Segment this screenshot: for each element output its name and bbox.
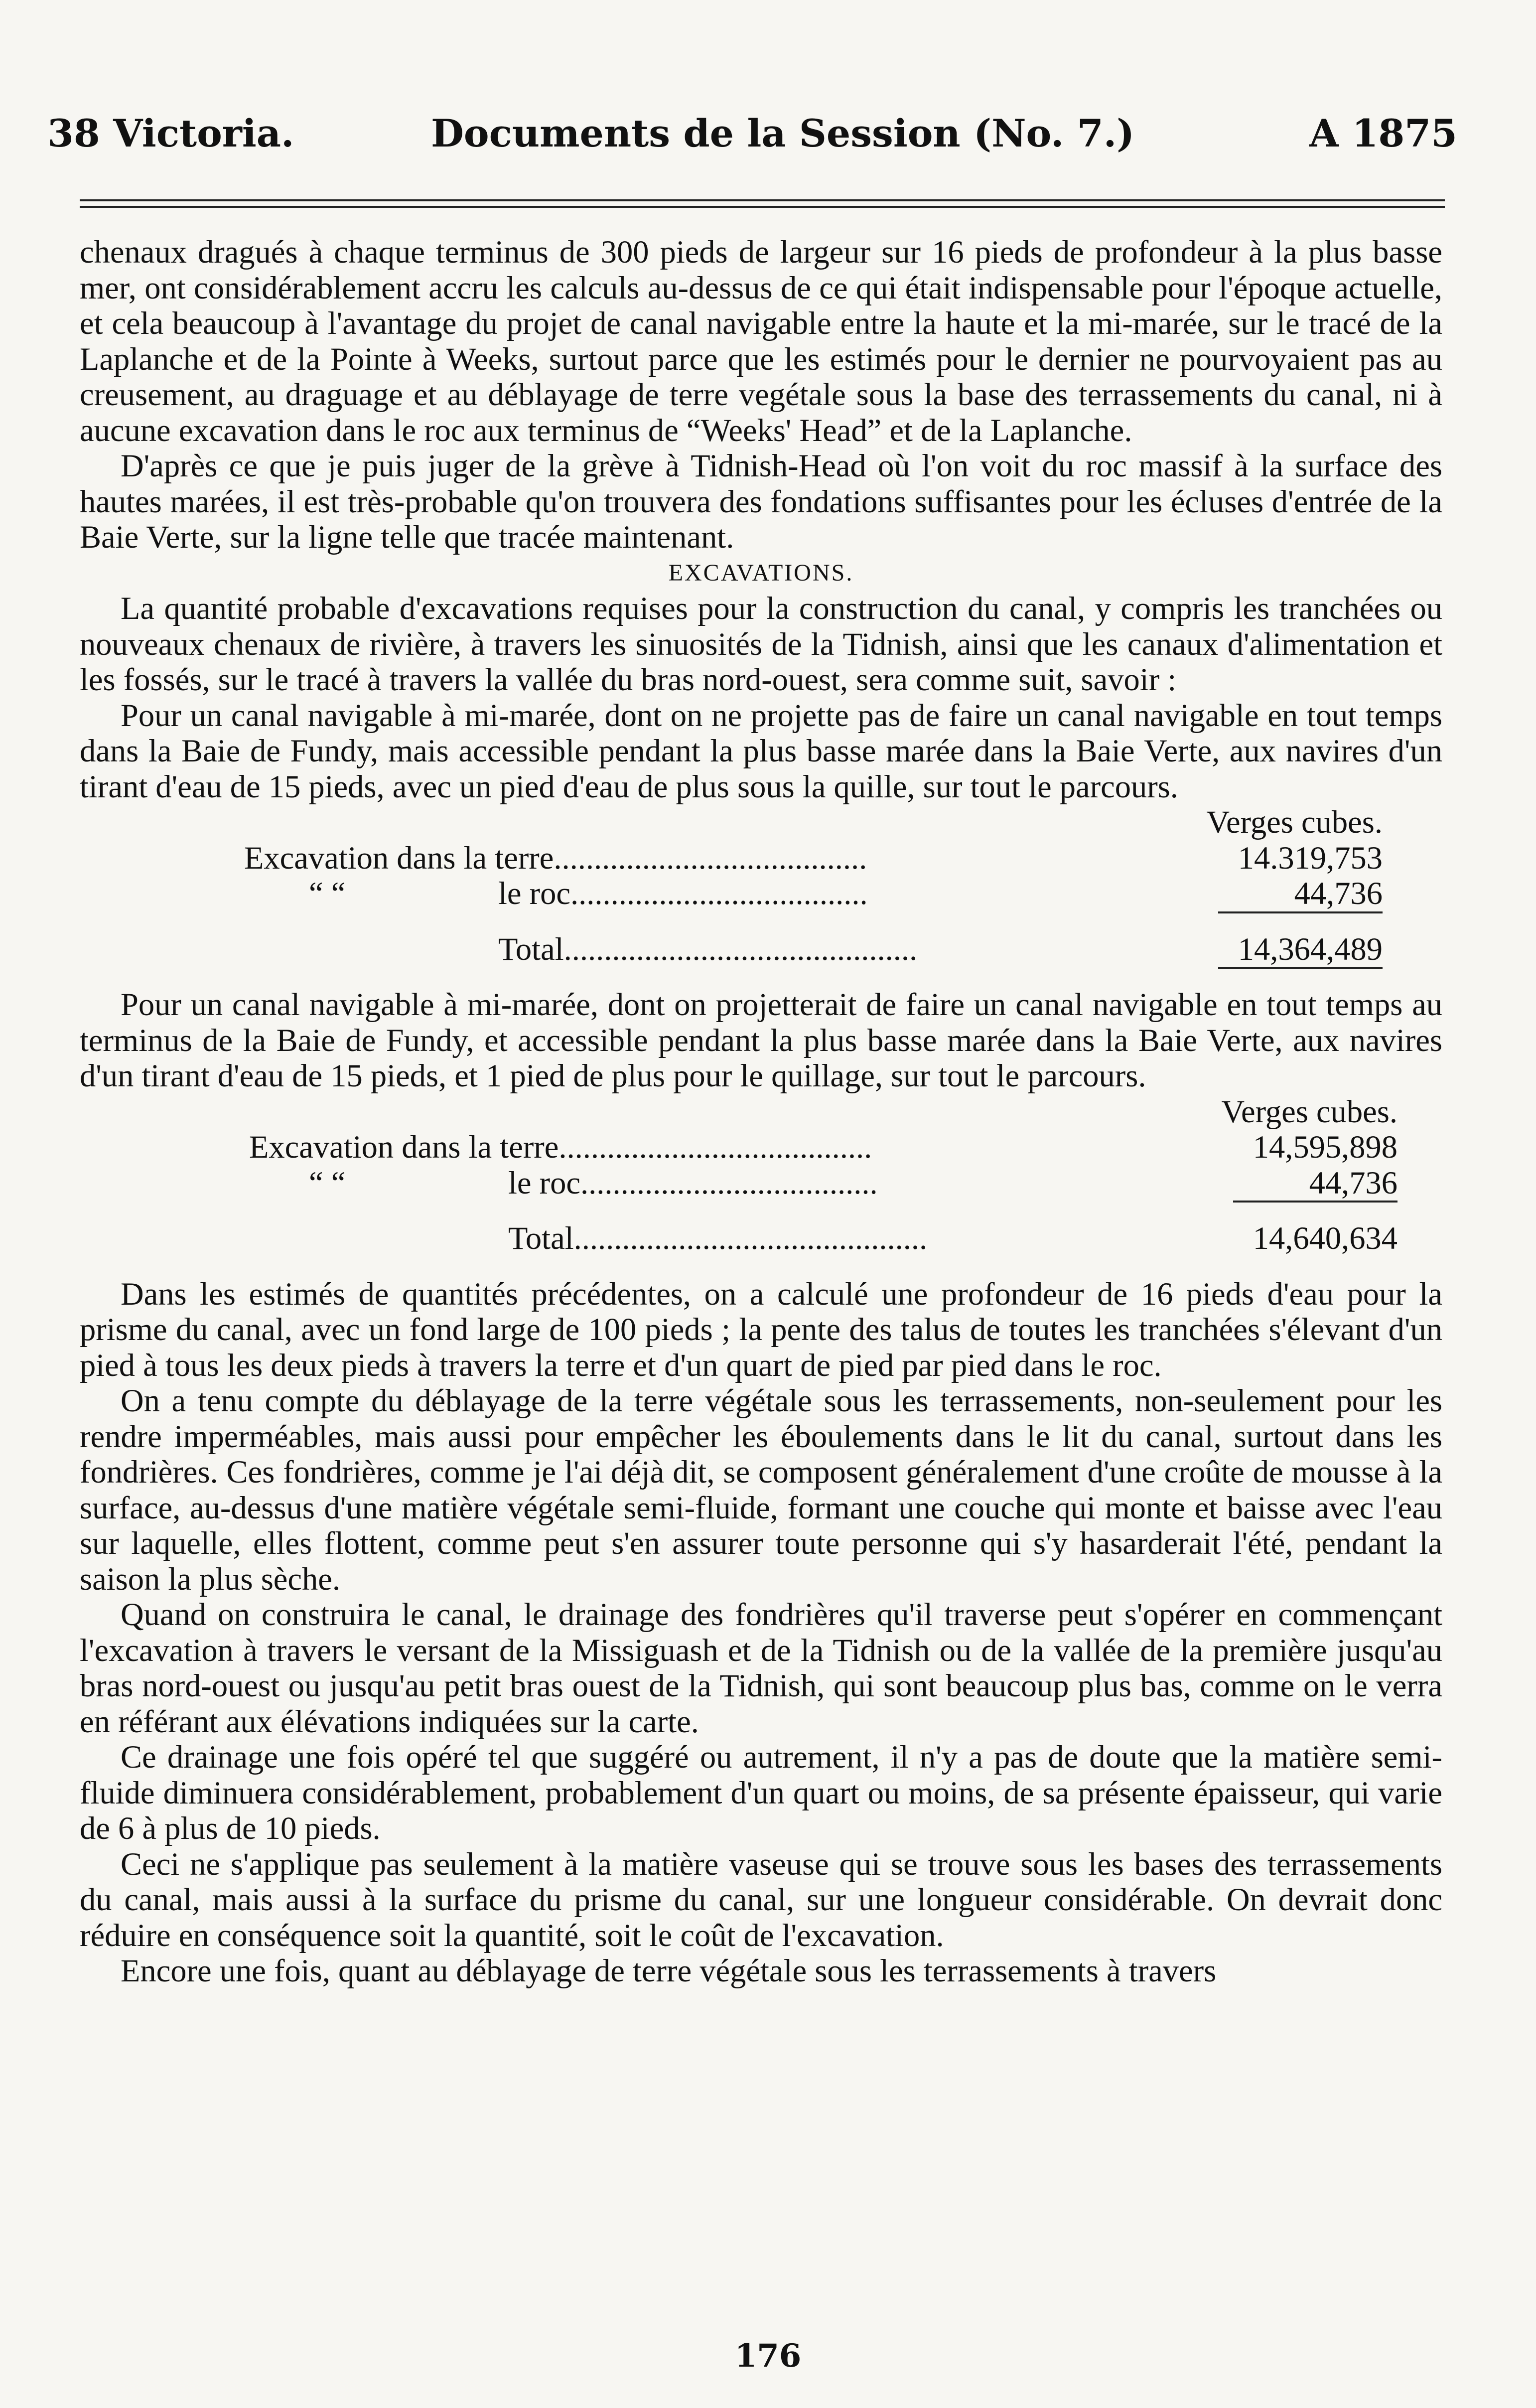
paragraph-5: Pour un canal navigable à mi-marée, dont on projetterait de faire un canal navigable en tout temps au terminus de la Baie de Fundy, et accessible pendant la plus basse marée dans la Baie Verte, aux navires d'un tirant d'eau de 15 pieds, et 1 pied de plus pour le quillage, sur tout le parcours. bbox=[80, 987, 1442, 1093]
paragraph-4: Pour un canal navigable à mi-marée, dont on ne projette pas de faire un canal navigable en tout temps dans la Baie de Fundy, mais accessible pendant la plus basse marée dans la Baie Verte, aux navires d'un tirant d'eau de 15 pieds, avec un pied d'eau de plus sous la quille, sur tout le parcours. bbox=[80, 697, 1442, 804]
table2-row2-label: le roc..................................... bbox=[508, 1165, 878, 1201]
table1-unit-header: Verges cubes. bbox=[1206, 804, 1383, 840]
header-rule-top bbox=[80, 199, 1445, 201]
body-text bbox=[80, 234, 1442, 1989]
table1-total-label: Total............................................ bbox=[498, 931, 918, 967]
paragraph-3: La quantité probable d'excavations requises pour la construction du canal, y compris les tranchées ou nouveaux chenaux de rivière, à travers les sinuosités de la Tidnish, ainsi que les canaux d'alimentation et les fossés, sur le tracé à travers la vallée du bras nord-ouest, sera comme suit, savoir : bbox=[80, 591, 1442, 697]
section-heading: EXCAVATIONS. bbox=[668, 559, 854, 586]
header-title: Documents de la Session (No. 7.) bbox=[431, 111, 1135, 155]
paragraph-10: Ceci ne s'applique pas seulement à la matière vaseuse qui se trouve sous les bases des terrassements du canal, mais aussi à la surface du prisme du canal, sur une longueur considérable. On devrait donc réduire en conséquence soit la quantité, soit le coût de l'excavation. bbox=[80, 1846, 1442, 1953]
paragraph-9: Ce drainage une fois opéré tel que suggéré ou autrement, il n'y a pas de doute que la matière semi-fluide diminuera considérablement, probablement d'un quart ou moins, de sa présente épaisseur, qui varie de 6 à plus de 10 pieds. bbox=[80, 1739, 1442, 1846]
paragraph-1: chenaux dragués à chaque terminus de 300 pieds de largeur sur 16 pieds de profondeur à la plus basse mer, ont considérablement accru les calculs au-dessus de ce qui était indispensable pour l'époque actuelle, et cela beaucoup à l'avantage du projet de canal navigable entre la haute et la mi-marée, sur le tracé de la Laplanche et de la Pointe à Weeks, surtout parce que les estimés pour le dernier ne pourvoyaient pas au creusement, au draguage et au déblayage de terre vegétale sous la base des terrassements du canal, ni à aucune excavation dans le roc aux terminus de “Weeks' Head” et de la Laplanche. bbox=[80, 234, 1442, 448]
table1-total-value: 14,364,489 bbox=[1238, 931, 1383, 967]
paragraph-7: On a tenu compte du déblayage de la terre végétale sous les terrassements, non-seulement pour les rendre imperméables, mais aussi pour empêcher les éboulements dans le lit du canal, surtout dans les fondrières. Ces fondrières, comme je l'ai déjà dit, se composent généralement d'une croûte de mousse à la surface, au-dessus d'une matière végétale semi-fluide, formant une couche qui monte et baisse avec l'eau sur laquelle, elles flottent, comme peut s'en assurer toute personne qui s'y hasarderait l'été, pendant la saison la plus sèche. bbox=[80, 1383, 1442, 1597]
table1-row2-label: le roc..................................... bbox=[498, 876, 868, 911]
quantity-table-2 bbox=[80, 1094, 1442, 1276]
paragraph-2: D'après ce que je puis juger de la grève à Tidnish-Head où l'on voit du roc massif à la surface des hautes marées, il est très-probable qu'on trouvera des fondations suffisantes pour les écluses d'entrée de la Baie Verte, sur la ligne telle que tracée maintenant. bbox=[80, 448, 1442, 555]
page-number: 176 bbox=[734, 2337, 802, 2375]
header-volume: 38 Victoria. bbox=[47, 111, 294, 155]
header-year: A 1875 bbox=[1309, 111, 1457, 155]
table2-row1-value: 14,595,898 bbox=[1253, 1129, 1397, 1165]
running-header bbox=[47, 109, 1457, 158]
table1-row1-value: 14.319,753 bbox=[1238, 840, 1383, 876]
table1-row2-value: 44,736 bbox=[1294, 876, 1383, 911]
header-rule-bottom bbox=[80, 206, 1445, 208]
table2-total-label: Total............................................ bbox=[508, 1220, 928, 1256]
table2-row2-ditto: “ “ bbox=[309, 1165, 346, 1201]
paragraph-6: Dans les estimés de quantités précédentes, on a calculé une profondeur de 16 pieds d'eau pour la prisme du canal, avec un fond large de 100 pieds ; la pente des talus de toutes les tranchées s'élevant d'un pied à tous les deux pieds à travers la terre et d'un quart de pied par pied dans le roc. bbox=[80, 1276, 1442, 1383]
table2-row2-value: 44,736 bbox=[1309, 1165, 1397, 1201]
table2-unit-header: Verges cubes. bbox=[1221, 1093, 1397, 1129]
quantity-table-1 bbox=[80, 804, 1442, 987]
table2-row1-label: Excavation dans la terre....................................... bbox=[249, 1129, 872, 1165]
paragraph-8: Quand on construira le canal, le drainage des fondrières qu'il traverse peut s'opérer en commençant l'excavation à travers le versant de la Missiguash et de la Tidnish ou de la vallée de la première jusqu'au bras nord-ouest ou jusqu'au petit bras ouest de la Tidnish, qui sont beaucoup plus bas, comme on le verra en référant aux élévations indiquées sur la carte. bbox=[80, 1597, 1442, 1739]
paragraph-11: Encore une fois, quant au déblayage de terre végétale sous les terrassements à travers bbox=[121, 1953, 1217, 1988]
table1-row2-ditto: “ “ bbox=[309, 876, 346, 911]
table2-total-value: 14,640,634 bbox=[1253, 1220, 1397, 1256]
table1-row1-label: Excavation dans la terre....................................... bbox=[244, 840, 867, 876]
